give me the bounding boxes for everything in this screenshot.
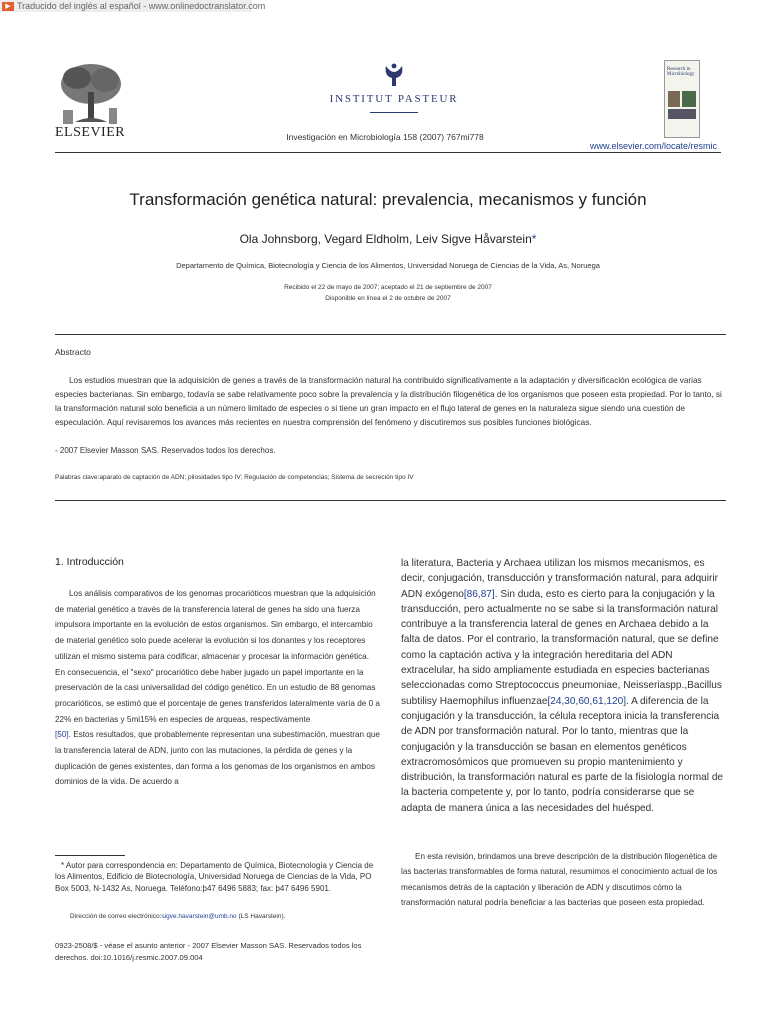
institut-pasteur-logo-icon <box>380 62 408 88</box>
section-heading-introduction: 1. Introducción <box>55 556 124 568</box>
article-title: Transformación genética natural: prevalencia, mecanismos y función <box>129 190 647 209</box>
footnote-email-line: Dirección de correo electrónico:sigve.havarstein@umb.no (LS Havarstein). <box>70 913 286 920</box>
correspondence-footnote: * Autor para correspondencia en: Departamento de Química, Biotecnología y Ciencia de los Alimentos, Edificio de Biotecnología, Universidad Noruega de Ciencias de la Vida, PO Box 5003, N-1432 As, Noruega. Teléfono:þ47 6496 5883; fax: þ47 6496 5901. <box>55 861 374 893</box>
reference-link[interactable]: [86,87] <box>463 588 495 600</box>
institute-name: INSTITUT PASTEUR <box>329 93 459 105</box>
footnote-divider <box>55 855 125 856</box>
institute-divider <box>370 112 418 113</box>
author-list <box>55 232 721 246</box>
reference-link[interactable]: [24,30,60,61,120] <box>547 695 627 707</box>
header-divider <box>55 152 721 153</box>
publisher-name: ELSEVIER <box>55 125 126 140</box>
intro-paragraph-right: la literatura, Bacteria y Archaea utilizan los mismos mecanismos, es decir, conjugación, transducción y transformación natural, para adquirir ADN exógeno[86,87]. Sin duda, esto es cierto para la conjugación y la transducción, pero actualmente no se sabe si la transformación natural contribuye a la transferencia lateral de genes en Archaea debido a la falta de datos. Por el contrario, la transformación natural, que se define como la captación activa y la integración hereditaria del ADN extracelular, ha sido ampliamente estudiada en especies bacterianas seleccionadas como Streptococcus pneumoniae, Neisseriaspp.,Bacillus subtilisy Haemophilus influenzae[24,30,60,61,120]. A diferencia de la conjugación y la transducción, la célula receptora inicia la transferencia de ADN por transformación natural. Por lo tanto, mientras que la conjugación y la transducción se basan en elementos genéticos extracromosómicos que promueven su propio mantenimiento y distribución, la transformación natural es parte de la fisiología normal de la bacteria competente y, por lo tanto, podría considerarse que se adapta de manera única a las necesidades del huésped. <box>401 558 724 814</box>
intro-paragraph-review-scope: En esta revisión, brindamos una breve descripción de la distribución filogenética de las bacterias transformables de forma natural, resumimos el conocimiento actual de los mecanismos detrás de la captación y liberación de ADN y discutimos cómo la transformación natural podría beneficiar a las bacterias que poseen esta propiedad. <box>401 852 718 908</box>
author-names: Ola Johnsborg, Vegard Eldholm, Leiv Sigve Håvarstein <box>239 232 532 246</box>
abstract-bottom-divider <box>55 500 726 501</box>
cover-image <box>682 91 696 107</box>
cover-image <box>668 109 696 119</box>
translator-banner[interactable]: ▶ Traducido del inglés al español - www.onlinedoctranslator.com <box>0 0 252 12</box>
reference-link[interactable]: [50] <box>55 730 69 740</box>
corresponding-author-link[interactable]: * <box>531 232 537 246</box>
journal-url-link[interactable]: www.elsevier.com/locate/resmic <box>590 141 718 151</box>
abstract-top-divider <box>55 334 726 335</box>
journal-cover-title: Research in Microbiology <box>667 67 695 77</box>
author-affiliation: Departamento de Química, Biotecnología y Ciencia de los Alimentos, Universidad Noruega de Ciencias de la Vida, As, Noruega <box>176 261 600 270</box>
keywords: Palabras clave:aparato de captación de ADN; pilosidades tipo IV; Regulación de competencias; Sistema de secreción tipo IV <box>55 474 414 481</box>
journal-citation: Investigación en Microbiología 158 (2007) 767mi778 <box>286 132 484 142</box>
intro-paragraph-left: Los análisis comparativos de los genomas procarióticos muestran que la adquisición de material genético a través de la transferencia lateral de genes ha sido una fuerza impulsora importante en la evolución de estos organismos. Sin embargo, el intercambio de material genético solo puede acelerar la evolución si los donantes y los receptores utilizan el mismo sistema para codificar, almacenar y procesar la información genética. En consecuencia, el "sexo" procariótico debe haber jugado un papel importante en la preservación de la casi universalidad del código genético. En un estudio de 88 genomas procarióticos, se estimó que el porcentaje de genes transferidos lateralmente varía de 0 a 22% en bacterias y 5mi15% en especies de arqueas, respectivamente [50]. Estos resultados, que probablemente representan una subestimación, muestran que la transferencia lateral de ADN, junto con las mutaciones, la pérdida de genes y la duplicación de genes existentes, dan forma a los genomas de los organismos en ambos dominios de la vida. De acuerdo a <box>55 589 380 787</box>
journal-cover-thumbnail <box>664 60 700 138</box>
abstract-copyright: - 2007 Elsevier Masson SAS. Reservados todos los derechos. <box>55 446 276 455</box>
received-date: Recibido el 22 de mayo de 2007; aceptado el 21 de septiembre de 2007 <box>284 284 492 291</box>
available-date: Disponible en línea el 2 de octubre de 2007 <box>325 295 451 302</box>
abstract-heading: Abstracto <box>55 347 91 357</box>
translator-icon: ▶ <box>2 2 14 11</box>
article-dates <box>55 282 721 304</box>
author-email-link[interactable]: sigve.havarstein@umb.no <box>161 913 237 920</box>
cover-image <box>668 91 680 107</box>
doi-notice: 0923-2508/$ - véase el asunto anterior - 2007 Elsevier Masson SAS. Reservados todos los derechos. doi:10.1016/j.resmic.2007.09.004 <box>55 941 362 962</box>
abstract-text: Los estudios muestran que la adquisición de genes a través de la transformación natural ha contribuido significativamente a la adaptación y diversificación ecológica de varias especies bacterianas. Sin embargo, todavía se sabe relativamente poco sobre la prevalencia y la distribución filogenética de los organismos que poseen esta propiedad. Por lo tanto, si la transformación natural solo beneficia a un número limitado de especies o si tiene un gran impacto en el flujo lateral de genes en la naturaleza sigue siendo una cuestión de especulación. Aquí revisaremos los avances más recientes en nuestra comprensión del fenómeno y discutiremos sus posibles funciones biológicas. <box>55 376 722 427</box>
